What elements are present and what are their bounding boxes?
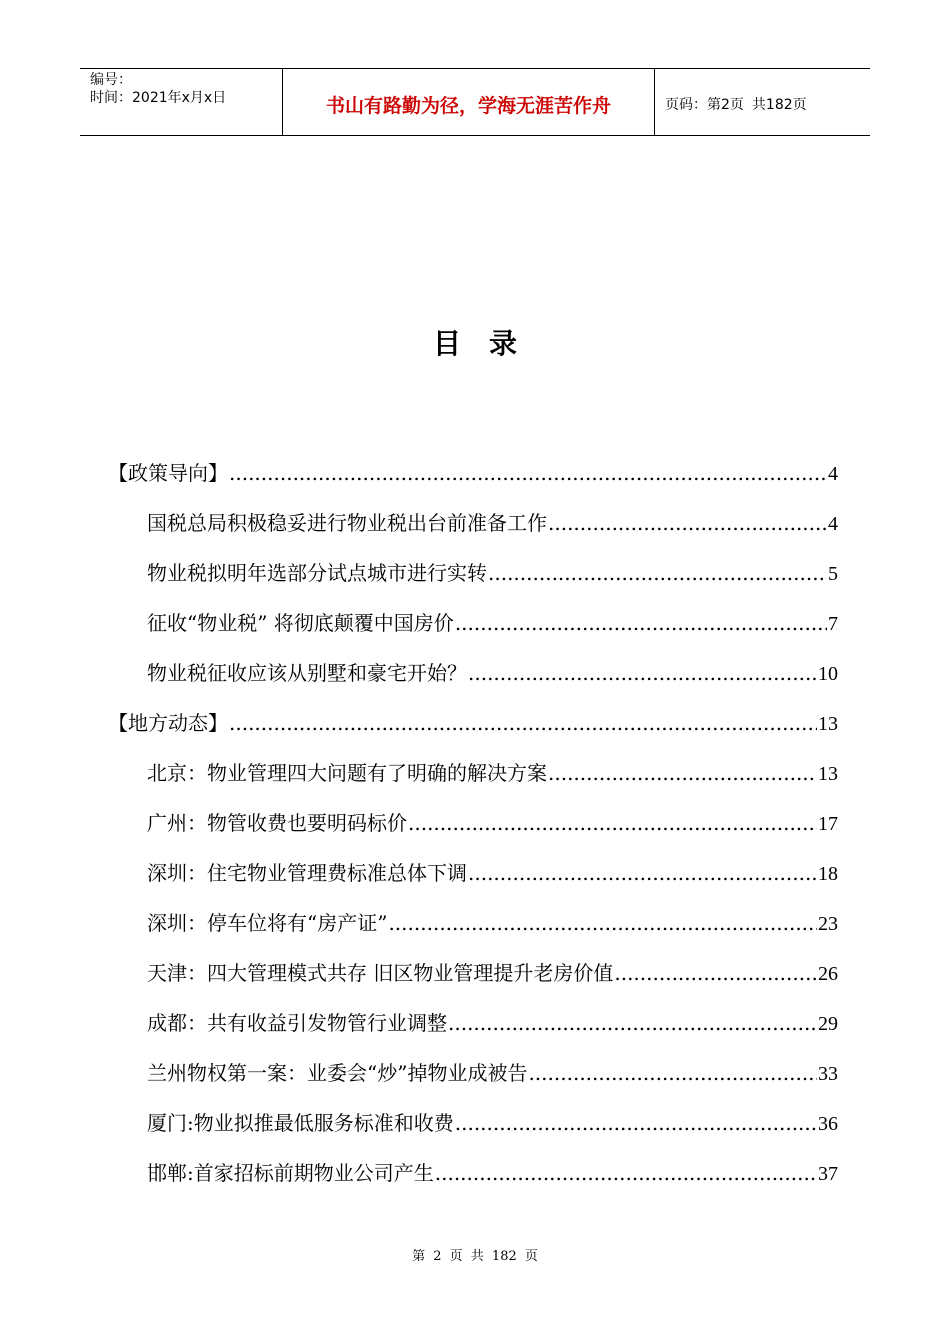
dot-leader: [548, 505, 827, 541]
header-meta: [80, 69, 282, 135]
toc-entry-page-number: 26: [818, 963, 838, 985]
toc-entry-page-number: 17: [818, 813, 838, 835]
toc-entry-label: 邯郸:首家招标前期物业公司产生: [147, 1161, 434, 1185]
toc-entry-label: 深圳：停车位将有“房产证”: [147, 911, 388, 935]
toc-entry[interactable]: [108, 555, 838, 605]
toc-entry-page-number: 23: [818, 913, 838, 935]
toc-entry-page-number: 13: [818, 713, 838, 735]
toc-entry-label: 【政策导向】: [108, 461, 228, 485]
toc-entry-label: 深圳：住宅物业管理费标准总体下调: [147, 861, 467, 885]
dot-leader: [488, 555, 827, 591]
toc-entry[interactable]: [108, 1055, 838, 1105]
toc-entry[interactable]: [108, 805, 838, 855]
page-header: [80, 68, 870, 136]
dot-leader: [229, 705, 817, 741]
document-number-label: 编号：: [90, 72, 132, 88]
toc-entry[interactable]: [108, 1155, 838, 1205]
toc-entry-label: 物业税征收应该从别墅和豪宅开始？: [147, 661, 467, 685]
toc-entry-label: 成都：共有收益引发物管行业调整: [147, 1011, 447, 1035]
document-date: 时间：2021年x月x日: [90, 90, 227, 106]
toc-entry-label: 厦门:物业拟推最低服务标准和收费: [147, 1111, 454, 1135]
page-footer: 第 2 页 共 182 页: [412, 1249, 538, 1264]
toc-entry-page-number: 36: [818, 1113, 838, 1135]
dot-leader: [448, 1005, 817, 1041]
page-number-info: 页码：第2页: [665, 97, 744, 113]
toc-entry[interactable]: [108, 855, 838, 905]
toc-entry-label: 国税总局积极稳妥进行物业税出台前准备工作: [147, 511, 547, 535]
toc-entry-page-number: 13: [818, 763, 838, 785]
toc-entry-label: 北京：物业管理四大问题有了明确的解决方案: [147, 761, 547, 785]
toc-entry-page-number: 4: [828, 513, 838, 535]
toc-entry-label: 广州：物管收费也要明码标价: [147, 811, 407, 835]
toc-section-heading[interactable]: [108, 455, 838, 505]
toc-entry[interactable]: [108, 655, 838, 705]
toc-entry[interactable]: [108, 755, 838, 805]
toc-entry-page-number: 4: [828, 463, 838, 485]
toc-entry-page-number: 7: [828, 613, 838, 635]
toc-entry-page-number: 33: [818, 1063, 838, 1085]
toc-entry-page-number: 10: [818, 663, 838, 685]
toc-section-heading[interactable]: [108, 705, 838, 755]
dot-leader: [388, 905, 817, 941]
dot-leader: [408, 805, 817, 841]
table-of-contents: [108, 455, 838, 1205]
header-page-info: [655, 69, 870, 135]
motto-text: 书山有路勤为径，学海无涯苦作舟: [325, 94, 611, 117]
total-pages-info: 共182页: [751, 97, 807, 113]
toc-entry-page-number: 37: [818, 1163, 838, 1185]
toc-entry-label: 兰州物权第一案：业委会“炒”掉物业成被告: [147, 1061, 528, 1085]
toc-entry-label: 物业税拟明年选部分试点城市进行实转: [147, 561, 487, 585]
toc-entry-page-number: 5: [828, 563, 838, 585]
toc-entry[interactable]: [108, 1005, 838, 1055]
toc-entry-page-number: 29: [818, 1013, 838, 1035]
dot-leader: [548, 755, 817, 791]
dot-leader: [455, 605, 827, 641]
dot-leader: [528, 1055, 817, 1091]
toc-title: 目录: [432, 327, 545, 360]
toc-entry[interactable]: [108, 905, 838, 955]
toc-entry[interactable]: [108, 605, 838, 655]
toc-entry-label: 【地方动态】: [108, 711, 228, 735]
dot-leader: [468, 655, 817, 691]
dot-leader: [229, 455, 827, 491]
header-motto: [282, 69, 655, 135]
toc-entry-label: 征收“物业税” 将彻底颠覆中国房价: [147, 611, 454, 635]
toc-entry[interactable]: [108, 505, 838, 555]
toc-entry-label: 天津：四大管理模式共存 旧区物业管理提升老房价值: [147, 961, 614, 985]
dot-leader: [455, 1105, 817, 1141]
dot-leader: [435, 1155, 817, 1191]
toc-entry-page-number: 18: [818, 863, 838, 885]
dot-leader: [468, 855, 817, 891]
toc-entry[interactable]: [108, 955, 838, 1005]
toc-entry[interactable]: [108, 1105, 838, 1155]
dot-leader: [614, 955, 817, 991]
